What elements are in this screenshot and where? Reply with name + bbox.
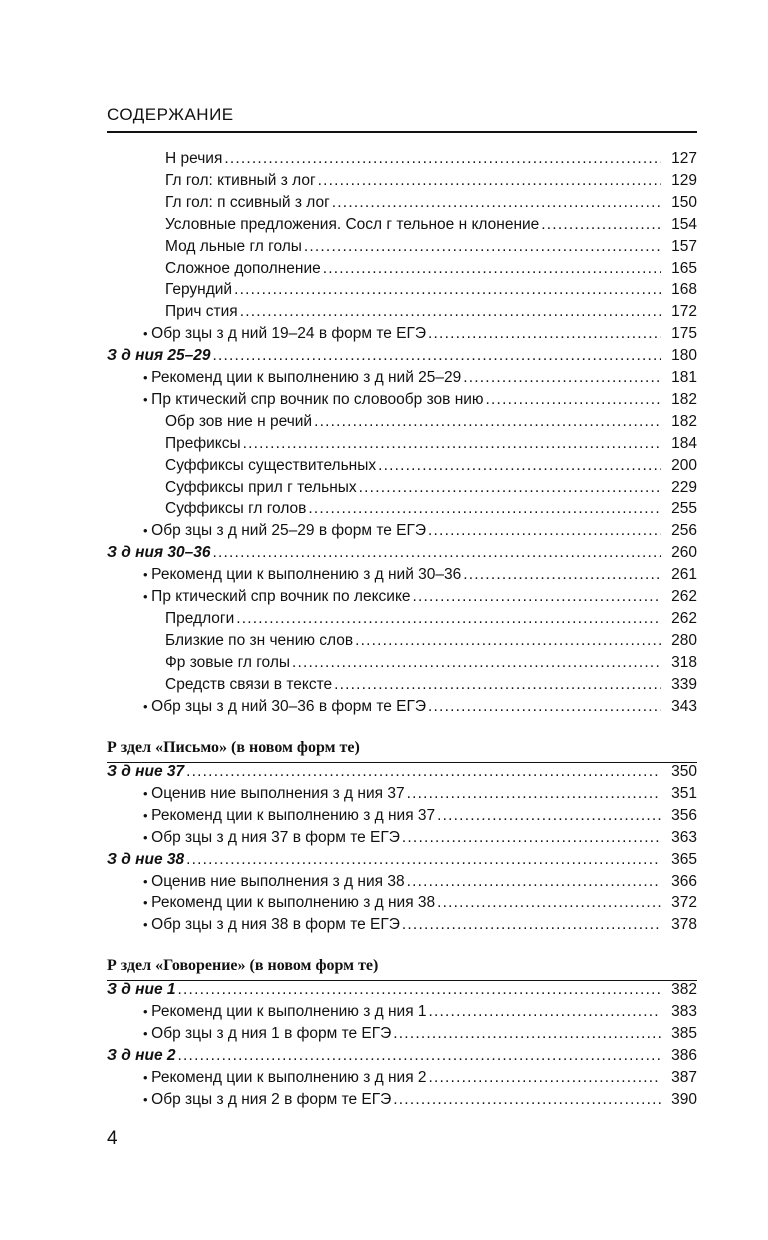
- toc-leader-dots: [213, 347, 661, 365]
- toc-leader-dots: [186, 851, 661, 869]
- toc-leader-dots: [178, 1047, 661, 1065]
- toc-leader-dots: [224, 150, 661, 168]
- toc-entry[interactable]: [107, 851, 697, 873]
- toc-entry-page: 154: [671, 215, 697, 233]
- toc-leader-dots: [463, 566, 661, 584]
- toc-entry[interactable]: [165, 632, 697, 654]
- toc-entry-page: 351: [671, 784, 697, 802]
- toc-leader-dots: [178, 981, 661, 999]
- page-number: 4: [107, 1128, 118, 1149]
- toc-entry-page: 255: [671, 500, 697, 518]
- toc-leader-dots: [428, 325, 661, 343]
- toc-leader-dots: [236, 610, 661, 628]
- toc-entry-label: Гл гол: ктивный з лог: [165, 171, 316, 189]
- toc-leader-dots: [318, 172, 661, 190]
- toc-entry[interactable]: [165, 457, 697, 479]
- toc-entry-label: Обр зов ние н речий: [165, 412, 313, 430]
- toc-entry[interactable]: [143, 698, 697, 720]
- toc-leader-dots: [355, 632, 661, 650]
- page-title: СОДЕРЖАНИЕ: [107, 105, 234, 124]
- toc-leader-dots: [323, 260, 661, 278]
- toc-entry-page: 261: [671, 566, 697, 584]
- toc-entry[interactable]: [143, 1069, 697, 1091]
- toc-leader-dots: [541, 216, 661, 234]
- toc-entry[interactable]: [165, 150, 697, 172]
- toc-entry[interactable]: [165, 610, 697, 632]
- toc-entry-page: 386: [671, 1046, 697, 1064]
- toc-leader-dots: [314, 413, 661, 431]
- toc-entry-label: • Обр зцы з д ний 30–36 в форм те ЕГЭ: [143, 698, 426, 716]
- toc-entry-label: Средств связи в тексте: [165, 675, 333, 693]
- toc-entry[interactable]: [143, 829, 697, 851]
- toc-entry[interactable]: [143, 1025, 697, 1047]
- toc-entry[interactable]: [107, 981, 697, 1003]
- toc-entry-label: • Обр зцы з д ния 2 в форм те ЕГЭ: [143, 1091, 391, 1109]
- toc-entry-page: 350: [671, 763, 697, 780]
- toc-entry-label: • Рекоменд ции к выполнению з д ния 37: [143, 807, 435, 825]
- toc-leader-dots: [308, 500, 661, 518]
- toc-leader-dots: [393, 1091, 661, 1109]
- toc-entry[interactable]: [143, 1003, 697, 1025]
- toc-entry[interactable]: [107, 763, 697, 785]
- toc-entry-label: Сложное дополнение: [165, 259, 321, 277]
- toc-entry-label: З д ние 38: [107, 850, 185, 868]
- toc-entry[interactable]: [165, 676, 697, 698]
- toc-leader-dots: [292, 654, 661, 672]
- toc-leader-dots: [402, 829, 661, 847]
- toc-entry[interactable]: [143, 894, 697, 916]
- toc-entry-page: 184: [671, 434, 697, 452]
- toc-leader-dots: [463, 369, 661, 387]
- toc-entry-label: • Рекоменд ции к выполнению з д ния 1: [143, 1003, 427, 1021]
- toc-entry[interactable]: [107, 347, 697, 369]
- toc-entry[interactable]: [143, 588, 697, 610]
- toc-entry-label: З д ния 30–36: [107, 544, 211, 562]
- toc-entry[interactable]: [143, 325, 697, 347]
- toc-entry-page: 339: [671, 675, 697, 693]
- toc-entry-page: 172: [671, 303, 697, 321]
- toc-entry-page: 383: [671, 1002, 697, 1020]
- toc-entry-page: 182: [671, 412, 697, 430]
- toc-entry[interactable]: [165, 413, 697, 435]
- toc-entry-page: 343: [671, 697, 697, 715]
- toc-entry-page: 280: [671, 631, 697, 649]
- toc-entry[interactable]: [107, 544, 697, 566]
- toc-entry-label: • Рекоменд ции к выполнению з д ний 25–29: [143, 369, 461, 387]
- toc-entry-page: 372: [671, 894, 697, 912]
- toc-entry-page: 318: [671, 653, 697, 671]
- toc-leader-dots: [393, 1025, 661, 1043]
- toc-entry-label: • Рекоменд ции к выполнению з д ний 30–36: [143, 566, 461, 584]
- toc-leader-dots: [378, 457, 661, 475]
- toc-entry-page: 356: [671, 806, 697, 824]
- toc-entry[interactable]: [143, 369, 697, 391]
- toc-entry-label: Герундий: [165, 281, 233, 299]
- toc-entry-page: 363: [671, 828, 697, 846]
- toc-entry-label: З д ние 2: [107, 1046, 176, 1064]
- toc-leader-dots: [234, 281, 661, 299]
- toc-entry-label: • Оценив ние выполнения з д ния 37: [143, 785, 405, 803]
- toc-entry-label: • Обр зцы з д ний 19–24 в форм те ЕГЭ: [143, 325, 426, 343]
- toc-entry-label: • Пр ктический спр вочник по словообр зов нию: [143, 391, 484, 409]
- toc-entry-label: • Обр зцы з д ния 37 в форм те ЕГЭ: [143, 829, 400, 847]
- section-title-writing: Р здел «Письмо» (в новом форм те): [107, 739, 360, 756]
- toc-entry-label: Фр зовые гл голы: [165, 653, 291, 671]
- toc-leader-dots: [402, 916, 661, 934]
- toc-entry[interactable]: [165, 435, 697, 457]
- toc-entry-label: Н речия: [165, 150, 223, 167]
- toc-entry[interactable]: [165, 260, 697, 282]
- toc-entry[interactable]: [143, 522, 697, 544]
- toc-entry[interactable]: [165, 654, 697, 676]
- toc-leader-dots: [428, 698, 661, 716]
- page-header: [107, 103, 697, 133]
- toc-entry-label: Предлоги: [165, 609, 235, 627]
- toc-leader-dots: [359, 479, 661, 497]
- toc-entry-page: 157: [671, 237, 697, 255]
- toc-entry-page: 390: [671, 1090, 697, 1108]
- toc-entry-label: Близкие по зн чению слов: [165, 631, 354, 649]
- toc-entry[interactable]: [165, 303, 697, 325]
- toc-entry-label: Мод льные гл голы: [165, 237, 302, 255]
- toc-entry-page: 366: [671, 872, 697, 890]
- toc-entry[interactable]: [143, 566, 697, 588]
- toc-entry-label: Префиксы: [165, 434, 241, 452]
- toc-leader-dots: [486, 391, 661, 409]
- toc-entry-page: 168: [671, 281, 697, 299]
- toc-entry-label: • Пр ктический спр вочник по лексике: [143, 588, 411, 606]
- toc-entry-label: • Рекоменд ции к выполнению з д ния 2: [143, 1069, 427, 1087]
- toc-entry-page: 262: [671, 588, 697, 605]
- toc-leader-dots: [437, 807, 661, 825]
- toc-entry-label: Гл гол: п ссивный з лог: [165, 193, 330, 211]
- toc-leader-dots: [186, 763, 661, 781]
- toc-leader-dots: [332, 194, 661, 212]
- toc-leader-dots: [243, 435, 661, 453]
- toc-entry-page: 175: [671, 325, 697, 343]
- toc-entry-label: • Оценив ние выполнения з д ния 38: [143, 873, 405, 891]
- toc-entry-page: 262: [671, 609, 697, 627]
- toc-entry-page: 180: [671, 347, 697, 365]
- toc-entry-page: 150: [671, 193, 697, 211]
- toc-entry-page: 229: [671, 478, 697, 496]
- toc-entry-page: 129: [671, 171, 697, 189]
- toc-entry-label: З д ние 37: [107, 763, 185, 780]
- toc-entry[interactable]: [143, 391, 697, 413]
- toc-entry[interactable]: [165, 216, 697, 238]
- toc-entry-page: 256: [671, 522, 697, 540]
- toc-entry-page: 127: [671, 150, 697, 167]
- toc-entry-page: 382: [671, 981, 697, 998]
- toc-entry-page: 387: [671, 1068, 697, 1086]
- toc-entry-page: 200: [671, 456, 697, 474]
- toc-entry-page: 260: [671, 544, 697, 562]
- toc-entry-page: 365: [671, 850, 697, 868]
- section-title-speaking: Р здел «Говорение» (в новом форм те): [107, 957, 379, 974]
- toc-entry-page: 165: [671, 259, 697, 277]
- toc-leader-dots: [213, 544, 661, 562]
- toc-entry[interactable]: [165, 281, 697, 303]
- toc-entry[interactable]: [165, 500, 697, 522]
- toc-entry-page: 181: [671, 369, 697, 386]
- toc-leader-dots: [304, 238, 661, 256]
- toc-entry-label: • Обр зцы з д ния 1 в форм те ЕГЭ: [143, 1025, 391, 1043]
- toc-entry-label: Суффиксы существительных: [165, 456, 377, 474]
- toc-leader-dots: [429, 1069, 661, 1087]
- toc-entry[interactable]: [143, 916, 697, 938]
- toc-leader-dots: [334, 676, 661, 694]
- toc-entry-label: З д ния 25–29: [107, 347, 211, 365]
- toc-entry[interactable]: [107, 1047, 697, 1069]
- toc-leader-dots: [437, 894, 661, 912]
- toc-entry[interactable]: [143, 873, 697, 895]
- toc-entry-label: З д ние 1: [107, 981, 176, 998]
- toc-entry-label: Суффиксы гл голов: [165, 500, 307, 518]
- toc-entry[interactable]: [143, 807, 697, 829]
- toc-entry-page: 182: [671, 390, 697, 408]
- toc-leader-dots: [413, 588, 661, 606]
- toc-entry-label: • Обр зцы з д ний 25–29 в форм те ЕГЭ: [143, 522, 426, 540]
- toc-entry[interactable]: [143, 785, 697, 807]
- toc-entry-label: Прич стия: [165, 303, 238, 321]
- toc-entry-page: 385: [671, 1024, 697, 1042]
- toc-leader-dots: [428, 522, 661, 540]
- toc-entry[interactable]: [143, 1091, 697, 1113]
- toc-entry-page: 378: [671, 916, 697, 934]
- toc-leader-dots: [240, 303, 661, 321]
- toc-leader-dots: [429, 1003, 661, 1021]
- toc-entry-label: Суффиксы прил г тельных: [165, 478, 357, 496]
- toc-entry[interactable]: [165, 238, 697, 260]
- toc-entry-label: • Рекоменд ции к выполнению з д ния 38: [143, 894, 435, 912]
- toc-entry[interactable]: [165, 479, 697, 501]
- toc-entry[interactable]: [165, 172, 697, 194]
- toc-leader-dots: [407, 873, 661, 891]
- toc-entry[interactable]: [165, 194, 697, 216]
- toc-leader-dots: [407, 785, 661, 803]
- toc-entry-label: Условные предложения. Сосл г тельное н клонение: [165, 215, 540, 233]
- toc-entry-label: • Обр зцы з д ния 38 в форм те ЕГЭ: [143, 916, 400, 934]
